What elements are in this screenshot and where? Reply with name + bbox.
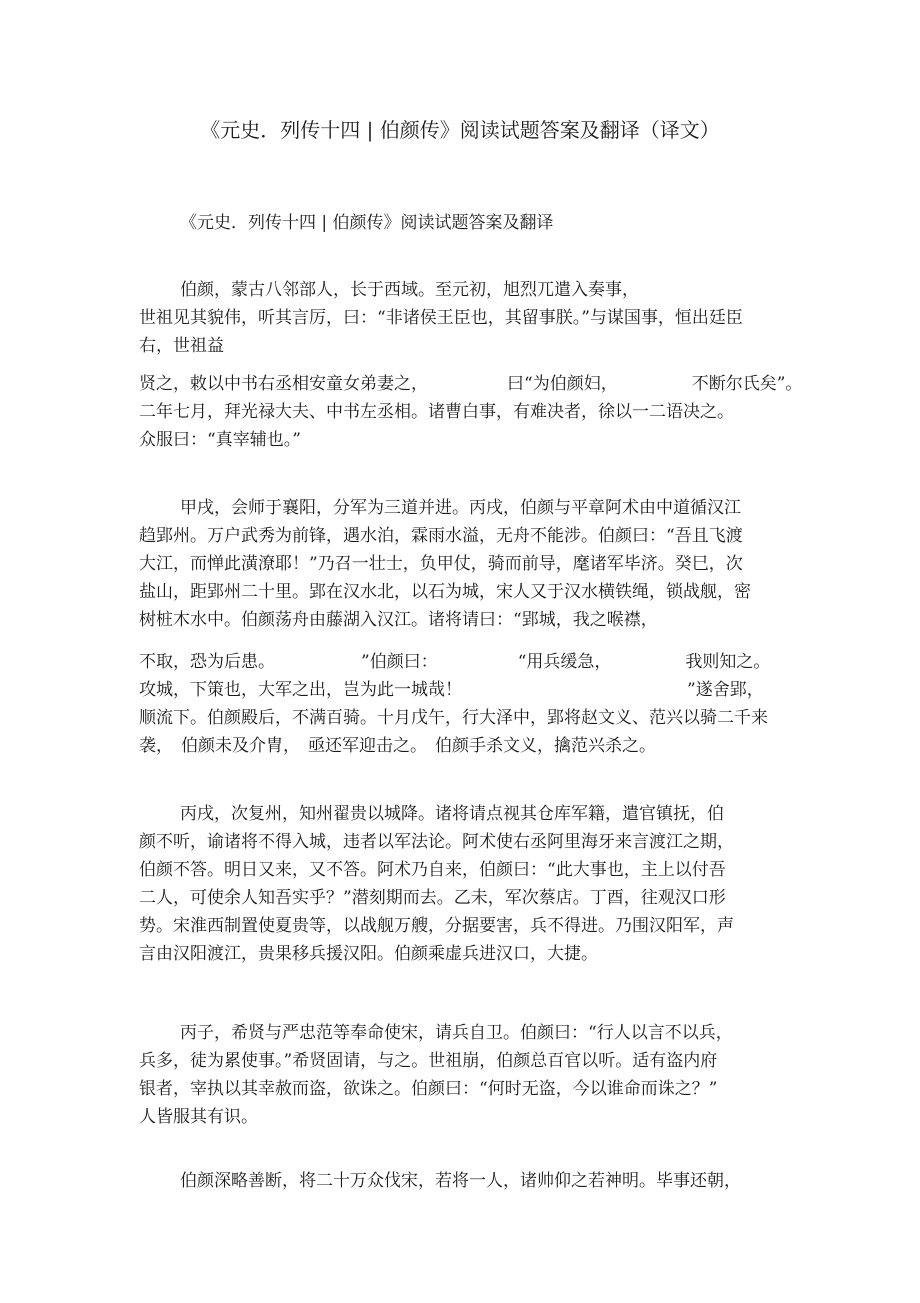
- body-line: 伯颜，蒙古八邻部人，长于西域。至元初，旭烈兀遣入奏事，: [180, 280, 639, 300]
- body-line: 颜不听，谕诸将不得入城，违者以军法论。阿术使右丞阿里海牙来言渡江之期，: [139, 832, 734, 852]
- body-line-segment: 亟还军迎击之。: [308, 736, 427, 756]
- body-line: 甲戌，会师于襄阳，分军为三道并进。丙戌，伯颜与平章阿术由中道循汉江: [180, 498, 741, 518]
- body-line-segment: “用兵缓急，: [517, 652, 612, 672]
- body-line: 势。宋淮西制置使夏贵等，以战舰万艘，分据要害，兵不得进。乃围汉阳军，声: [139, 916, 734, 936]
- body-line: 二年七月，拜光禄大夫、中书左丞相。诸曹白事，有难决者，徐以一二语决之。: [139, 402, 734, 422]
- body-line: 右，世祖益: [139, 336, 224, 356]
- body-line: 二人，可使余人知吾实乎？”潜刻期而去。乙未，军次蔡店。丁酉，往观汉口形: [139, 888, 726, 908]
- body-line: 丙戌，次复州，知州翟贵以城降。诸将请点视其仓库军籍，遣官镇抚，伯: [180, 804, 724, 824]
- body-line-spaced: [139, 734, 656, 758]
- body-line-segment: 我则知之。: [685, 652, 771, 672]
- body-line-segment: 贤之，敕以中书右丞相安童女弟妻之，: [139, 374, 428, 394]
- body-line-segment: 曰“为伯颜妇，: [507, 374, 618, 394]
- body-line-segment: 伯颜未及介胄，: [181, 736, 300, 756]
- body-line-segment: 袭，: [139, 736, 173, 756]
- body-line: 言由汉阳渡江，贵果移兵援汉阳。伯颜乘虚兵进汉口，大捷。: [139, 944, 598, 964]
- body-line-segment: ”遂舍郢，: [687, 680, 764, 700]
- body-line-segment: 不取，恐为后患。: [139, 652, 275, 672]
- body-line: 盐山，距郢州二十里。郢在汉水北，以石为城，宋人又于汉水横铁绳，锁战舰，密: [139, 582, 751, 602]
- body-line: 众服曰：“真宰辅也。”: [139, 430, 301, 450]
- body-line: 树桩木水中。伯颜荡舟由藤湖入汉江。诸将请曰：“郢城，我之喉襟，: [139, 610, 658, 630]
- body-line: 世祖见其貌伟，听其言厉，曰：“非诸侯王臣也，其留事朕。”与谋国事，恒出廷臣: [139, 308, 743, 328]
- body-line: 顺流下。伯颜殿后，不满百骑。十月戊午，行大泽中，郢将赵文义、范兴以骑二千来: [139, 708, 768, 728]
- body-line: 伯颜深略善断，将二十万众伐宋，若将一人，诸帅仰之若神明。毕事还朝，: [180, 1171, 741, 1191]
- body-line: 银者，宰执以其幸赦而盗，欲诛之。伯颜曰：“何时无盗，今以谁命而诛之？”: [139, 1079, 718, 1099]
- body-line-segment: 不断尔氏矣”。: [691, 374, 803, 394]
- body-line-spaced: [139, 650, 770, 674]
- body-line-segment: 伯颜手杀文义，擒范兴杀之。: [435, 736, 656, 756]
- document-subtitle: 《元史．列传十四 | 伯颜传》阅读试题答案及翻译: [180, 213, 554, 233]
- body-line-segment: ”伯颜曰：: [361, 652, 438, 672]
- document-title: 《元史．列传十四 | 伯颜传》阅读试题答案及翻译（译文）: [200, 118, 720, 142]
- body-line-segment: 攻城，下策也，大军之出，岂为此一城哉！: [139, 680, 462, 700]
- body-line: 大江，而惮此潢潦耶！”乃召一壮士，负甲仗，骑而前导，麾诸军毕济。癸巳，次: [139, 554, 743, 574]
- body-line: 趋郢州。万户武秀为前锋，遇水泊，霖雨水溢，无舟不能涉。伯颜曰：“吾且飞渡: [139, 526, 743, 546]
- body-line: 丙子，希贤与严忠范等奉命使宋，请兵自卫。伯颜曰：“行人以言不以兵，: [180, 1023, 733, 1043]
- body-line: 人皆服其有识。: [139, 1107, 258, 1127]
- body-line-spaced: [139, 678, 764, 702]
- body-line-spaced: [139, 372, 802, 396]
- body-line: 兵多，徒为累使事。”希贤固请，与之。世祖崩，伯颜总百官以听。适有盗内府: [139, 1051, 718, 1071]
- body-line: 伯颜不答。明日又来，又不答。阿术乃自来，伯颜曰：“此大事也，主上以付吾: [139, 860, 726, 880]
